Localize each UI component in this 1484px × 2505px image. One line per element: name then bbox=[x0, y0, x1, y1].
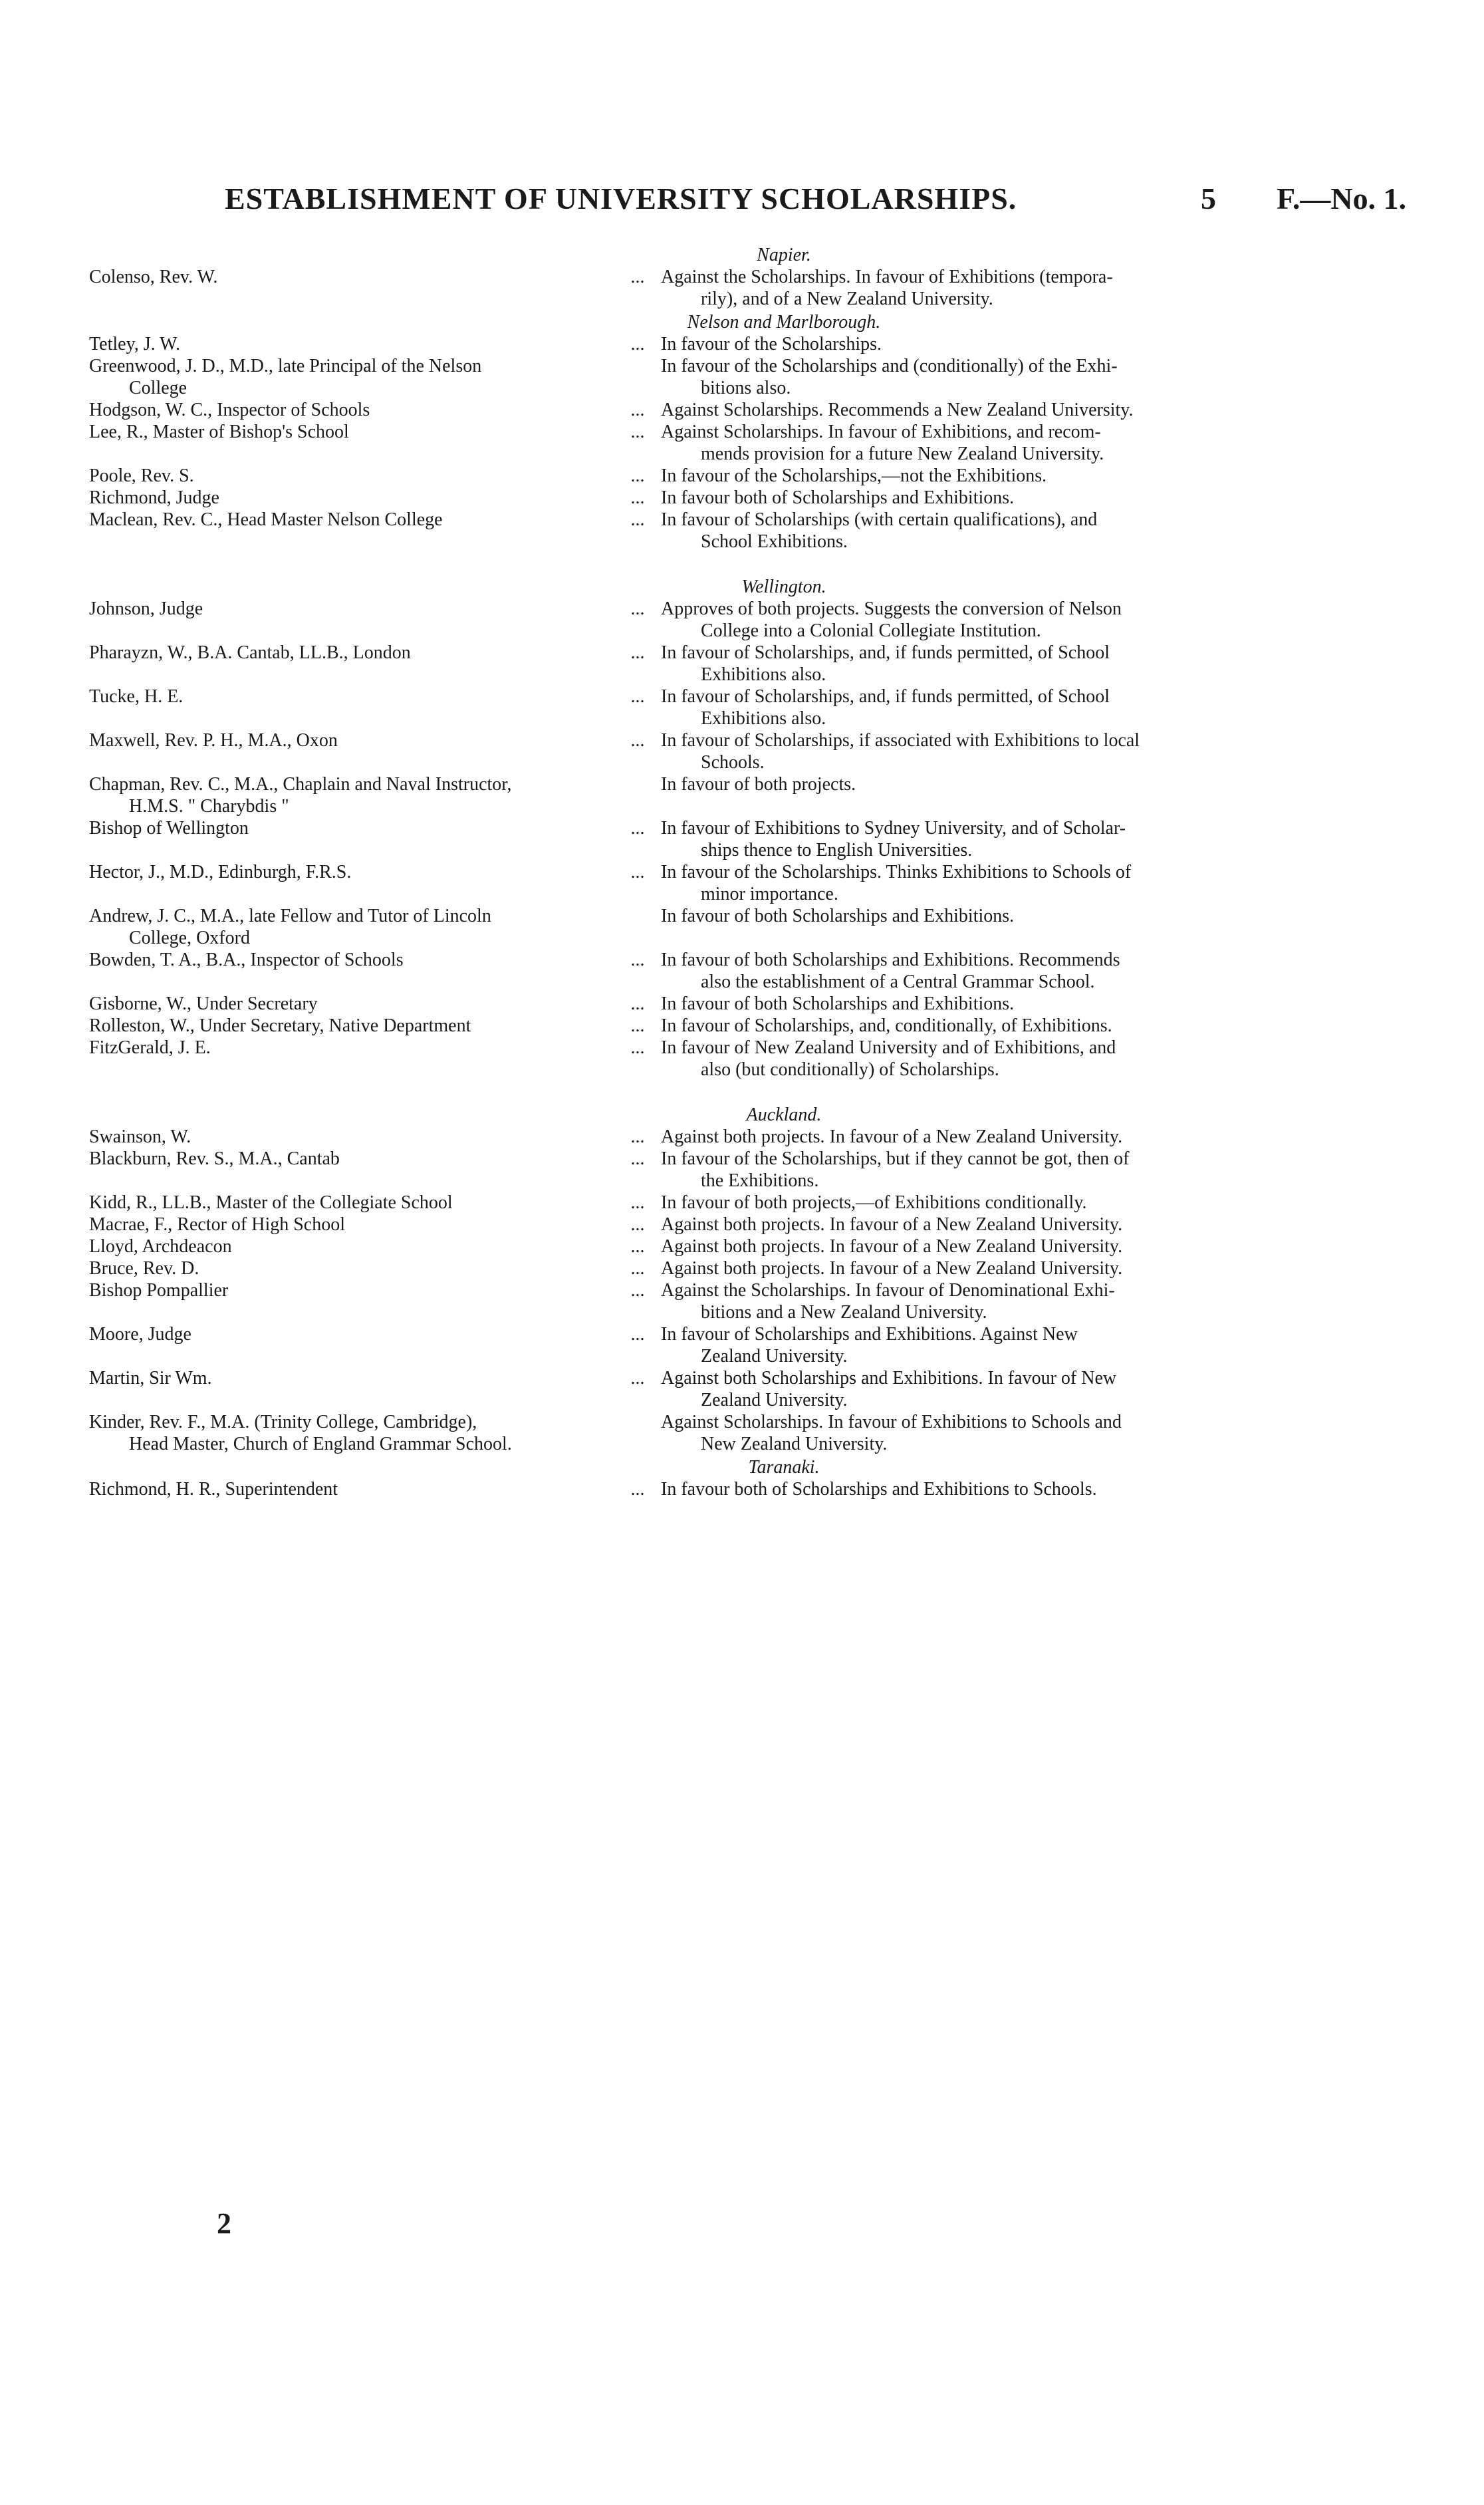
leader-dots: ... bbox=[630, 400, 645, 420]
name-line: Martin, Sir Wm. bbox=[89, 1368, 212, 1388]
name-line: Tucke, H. E. bbox=[89, 686, 184, 707]
leader-dots: ... bbox=[630, 686, 645, 707]
leader-dots: ... bbox=[630, 465, 645, 486]
name-line: Tetley, J. W. bbox=[89, 334, 180, 354]
person-name bbox=[89, 1192, 614, 1214]
opinion-line: In favour of Exhibitions to Sydney University, and of Scholar- bbox=[661, 818, 1126, 839]
opinion-line: In favour of both projects. bbox=[661, 774, 856, 795]
opinion-line: Zealand University. bbox=[701, 1346, 848, 1367]
opinion-line: Schools. bbox=[701, 752, 765, 773]
leader-dots: ... bbox=[630, 334, 645, 354]
name-line: Bruce, Rev. D. bbox=[89, 1258, 199, 1279]
person-name bbox=[89, 1037, 614, 1081]
opinion-line: In favour of both projects,—of Exhibitions conditionally. bbox=[661, 1192, 1087, 1213]
opinion-text bbox=[661, 355, 1226, 399]
opinion-text bbox=[661, 729, 1226, 773]
opinion-line: In favour of the Scholarships. bbox=[661, 334, 882, 354]
person-name bbox=[89, 1478, 614, 1500]
list-item bbox=[89, 1323, 1226, 1367]
page-header bbox=[0, 181, 1484, 227]
opinion-text bbox=[661, 1478, 1226, 1500]
opinion-line: Against both projects. In favour of a New Zealand University. bbox=[661, 1236, 1123, 1257]
opinion-line: In favour of the Scholarships and (conditionally) of the Exhi- bbox=[661, 356, 1118, 376]
name-line: Moore, Judge bbox=[89, 1324, 191, 1345]
opinion-line: In favour of both Scholarships and Exhibitions. Recommends bbox=[661, 950, 1120, 970]
name-line: Maxwell, Rev. P. H., M.A., Oxon bbox=[89, 730, 338, 751]
opinion-text bbox=[661, 333, 1226, 355]
leader-dots: ... bbox=[630, 422, 645, 442]
person-name bbox=[89, 1214, 614, 1236]
leader-dots: ... bbox=[630, 818, 645, 839]
person-name bbox=[89, 1323, 614, 1367]
person-name bbox=[89, 817, 614, 861]
list-item bbox=[89, 861, 1226, 905]
list-item bbox=[89, 642, 1226, 686]
list-item bbox=[89, 1411, 1226, 1455]
name-line: H.M.S. " Charybdis " bbox=[129, 796, 289, 817]
person-name bbox=[89, 266, 614, 310]
opinion-line: Against Scholarships. In favour of Exhibitions to Schools and bbox=[661, 1412, 1122, 1432]
list-item bbox=[89, 817, 1226, 861]
opinion-text bbox=[661, 509, 1226, 553]
leader-dots: ... bbox=[630, 267, 645, 287]
opinion-text bbox=[661, 399, 1226, 421]
opinion-text bbox=[661, 465, 1226, 487]
opinion-text bbox=[661, 598, 1226, 642]
name-line: Andrew, J. C., M.A., late Fellow and Tutor of Lincoln bbox=[89, 906, 491, 926]
list-item bbox=[89, 355, 1226, 399]
opinion-text bbox=[661, 949, 1226, 993]
leader-dots: ... bbox=[630, 1368, 645, 1388]
leader-dots: ... bbox=[630, 862, 645, 882]
person-name bbox=[89, 1411, 614, 1455]
leader-dots: ... bbox=[630, 1015, 645, 1036]
opinion-line: Exhibitions also. bbox=[701, 664, 826, 685]
list-item bbox=[89, 1148, 1226, 1192]
opinion-line: Against Scholarships. Recommends a New Zealand University. bbox=[661, 400, 1134, 420]
opinion-text bbox=[661, 1015, 1226, 1037]
opinion-line: Zealand University. bbox=[701, 1390, 848, 1410]
name-line: Hector, J., M.D., Edinburgh, F.R.S. bbox=[89, 862, 352, 882]
opinion-line: minor importance. bbox=[701, 884, 838, 904]
opinion-line: In favour of Scholarships, and, if funds permitted, of School bbox=[661, 642, 1110, 663]
leader-dots: ... bbox=[630, 1479, 645, 1500]
opinion-line: Against both projects. In favour of a New Zealand University. bbox=[661, 1126, 1123, 1147]
opinion-line: In favour of New Zealand University and of Exhibitions, and bbox=[661, 1037, 1116, 1058]
name-line: Hodgson, W. C., Inspector of Schools bbox=[89, 400, 370, 420]
list-item bbox=[89, 729, 1226, 773]
list-item bbox=[89, 1367, 1226, 1411]
section-title: Auckland. bbox=[746, 1105, 822, 1125]
opinion-text bbox=[661, 1236, 1226, 1257]
opinion-line: In favour of the Scholarships. Thinks Exhibitions to Schools of bbox=[661, 862, 1132, 882]
opinion-line: In favour both of Scholarships and Exhibitions. bbox=[661, 487, 1015, 508]
leader-dots: ... bbox=[630, 730, 645, 751]
leader-dots bbox=[614, 355, 661, 399]
name-line: Gisborne, W., Under Secretary bbox=[89, 993, 318, 1014]
opinion-text bbox=[661, 642, 1226, 686]
person-name bbox=[89, 399, 614, 421]
leader-dots: ... bbox=[630, 598, 645, 619]
leader-dots: ... bbox=[630, 1037, 645, 1058]
name-line: Richmond, H. R., Superintendent bbox=[89, 1479, 338, 1500]
person-name bbox=[89, 421, 614, 465]
opinion-line: Exhibitions also. bbox=[701, 708, 826, 729]
name-line: Lloyd, Archdeacon bbox=[89, 1236, 232, 1257]
person-name bbox=[89, 861, 614, 905]
person-name bbox=[89, 1257, 614, 1279]
list-item bbox=[89, 1015, 1226, 1037]
signature-mark: 2 bbox=[217, 2207, 231, 2240]
opinion-text bbox=[661, 773, 1226, 817]
leader-dots: ... bbox=[630, 1236, 645, 1257]
page-number: 5 bbox=[1201, 182, 1216, 215]
opinion-line: Against both Scholarships and Exhibitions. In favour of New bbox=[661, 1368, 1117, 1388]
name-line: Greenwood, J. D., M.D., late Principal of the Nelson bbox=[89, 356, 482, 376]
list-item bbox=[89, 1214, 1226, 1236]
opinion-line: Approves of both projects. Suggests the conversion of Nelson bbox=[661, 598, 1122, 619]
name-line: FitzGerald, J. E. bbox=[89, 1037, 211, 1058]
person-name bbox=[89, 1126, 614, 1148]
name-line: Kidd, R., LL.B., Master of the Collegiate School bbox=[89, 1192, 453, 1213]
opinion-text bbox=[661, 861, 1226, 905]
name-line: Head Master, Church of England Grammar School. bbox=[129, 1434, 512, 1454]
opinion-line: College into a Colonial Collegiate Institution. bbox=[701, 620, 1041, 641]
document-reference: F.—No. 1. bbox=[1277, 182, 1407, 215]
name-line: Maclean, Rev. C., Head Master Nelson College bbox=[89, 509, 443, 530]
opinion-line: In favour of Scholarships (with certain qualifications), and bbox=[661, 509, 1098, 530]
opinion-text bbox=[661, 1192, 1226, 1214]
opinion-text bbox=[661, 266, 1226, 310]
name-line: Poole, Rev. S. bbox=[89, 465, 194, 486]
list-item bbox=[89, 949, 1226, 993]
opinion-text bbox=[661, 1257, 1226, 1279]
opinion-line: In favour of the Scholarships, but if they cannot be got, then of bbox=[661, 1148, 1130, 1169]
section-title: Napier. bbox=[757, 245, 811, 265]
list-item bbox=[89, 421, 1226, 465]
name-line: Macrae, F., Rector of High School bbox=[89, 1214, 345, 1235]
opinion-line: bitions and a New Zealand University. bbox=[701, 1302, 987, 1323]
opinion-text bbox=[661, 686, 1226, 729]
list-item bbox=[89, 333, 1226, 355]
leader-dots: ... bbox=[630, 1214, 645, 1235]
person-name bbox=[89, 642, 614, 686]
list-item bbox=[89, 487, 1226, 509]
opinion-line: In favour of Scholarships, if associated with Exhibitions to local bbox=[661, 730, 1140, 751]
name-line: Pharayzn, W., B.A. Cantab, LL.B., London bbox=[89, 642, 411, 663]
leader-dots: ... bbox=[630, 1148, 645, 1169]
person-name bbox=[89, 509, 614, 553]
name-line: Chapman, Rev. C., M.A., Chaplain and Naval Instructor, bbox=[89, 774, 512, 795]
leader-dots: ... bbox=[630, 950, 645, 970]
list-item bbox=[89, 399, 1226, 421]
opinion-line: Against the Scholarships. In favour of Exhibitions (tempora- bbox=[661, 267, 1113, 287]
opinion-text bbox=[661, 1323, 1226, 1367]
opinion-line: In favour of both Scholarships and Exhibitions. bbox=[661, 993, 1015, 1014]
person-name bbox=[89, 355, 614, 399]
opinion-line: rily), and of a New Zealand University. bbox=[701, 289, 993, 309]
leader-dots bbox=[614, 1411, 661, 1455]
opinion-line: New Zealand University. bbox=[701, 1434, 888, 1454]
list-item bbox=[89, 905, 1226, 949]
opinion-line: Against the Scholarships. In favour of Denominational Exhi- bbox=[661, 1280, 1115, 1301]
list-item bbox=[89, 509, 1226, 553]
opinion-text bbox=[661, 905, 1226, 949]
leader-dots bbox=[614, 905, 661, 949]
opinion-line: mends provision for a future New Zealand University. bbox=[701, 444, 1104, 464]
opinion-text bbox=[661, 1126, 1226, 1148]
list-item bbox=[89, 1478, 1226, 1500]
opinion-line: also (but conditionally) of Scholarships. bbox=[701, 1059, 999, 1080]
list-item bbox=[89, 598, 1226, 642]
opinion-text bbox=[661, 1214, 1226, 1236]
opinion-text bbox=[661, 993, 1226, 1015]
person-name bbox=[89, 1236, 614, 1257]
person-name bbox=[89, 598, 614, 642]
leader-dots: ... bbox=[630, 1126, 645, 1147]
opinion-text bbox=[661, 1148, 1226, 1192]
name-line: Colenso, Rev. W. bbox=[89, 267, 218, 287]
list-item bbox=[89, 773, 1226, 817]
name-line: College bbox=[129, 378, 187, 398]
list-item bbox=[89, 686, 1226, 729]
list-item bbox=[89, 993, 1226, 1015]
section-title: Wellington. bbox=[741, 577, 826, 597]
list-item bbox=[89, 1037, 1226, 1081]
person-name bbox=[89, 1367, 614, 1411]
opinion-text bbox=[661, 487, 1226, 509]
person-name bbox=[89, 993, 614, 1015]
opinion-line: In favour of Scholarships and Exhibitions. Against New bbox=[661, 1324, 1078, 1345]
person-name bbox=[89, 773, 614, 817]
name-line: College, Oxford bbox=[129, 928, 250, 948]
opinion-line: In favour of the Scholarships,—not the Exhibitions. bbox=[661, 465, 1047, 486]
spacer bbox=[89, 1081, 1226, 1103]
opinion-text bbox=[661, 421, 1226, 465]
opinion-line: ships thence to English Universities. bbox=[701, 840, 973, 860]
opinion-text bbox=[661, 1411, 1226, 1455]
leader-dots: ... bbox=[630, 487, 645, 508]
name-line: Bowden, T. A., B.A., Inspector of Schools bbox=[89, 950, 404, 970]
list-item bbox=[89, 1257, 1226, 1279]
opinion-line: In favour of Scholarships, and, conditionally, of Exhibitions. bbox=[661, 1015, 1112, 1036]
list-item bbox=[89, 1279, 1226, 1323]
name-line: Rolleston, W., Under Secretary, Native Department bbox=[89, 1015, 471, 1036]
opinion-line: Against Scholarships. In favour of Exhibitions, and recom- bbox=[661, 422, 1101, 442]
name-line: Bishop of Wellington bbox=[89, 818, 249, 839]
leader-dots: ... bbox=[630, 509, 645, 530]
leader-dots: ... bbox=[630, 642, 645, 663]
leader-dots: ... bbox=[630, 1280, 645, 1301]
opinion-line: also the establishment of a Central Grammar School. bbox=[701, 972, 1095, 992]
list-item bbox=[89, 266, 1226, 310]
section-title: Taranaki. bbox=[748, 1457, 820, 1478]
opinion-line: Against both projects. In favour of a New Zealand University. bbox=[661, 1258, 1123, 1279]
person-name bbox=[89, 949, 614, 993]
person-name bbox=[89, 1279, 614, 1323]
opinion-text bbox=[661, 1037, 1226, 1081]
name-line: Johnson, Judge bbox=[89, 598, 203, 619]
leader-dots: ... bbox=[630, 1192, 645, 1213]
list-item bbox=[89, 1126, 1226, 1148]
section-title: Nelson and Marlborough. bbox=[687, 312, 881, 332]
list-item bbox=[89, 465, 1226, 487]
name-line: Swainson, W. bbox=[89, 1126, 191, 1147]
person-name bbox=[89, 487, 614, 509]
spacer bbox=[89, 553, 1226, 575]
opinion-line: In favour of both Scholarships and Exhibitions. bbox=[661, 906, 1015, 926]
person-name bbox=[89, 729, 614, 773]
opinion-text bbox=[661, 1279, 1226, 1323]
person-name bbox=[89, 1015, 614, 1037]
person-name bbox=[89, 905, 614, 949]
name-line: Blackburn, Rev. S., M.A., Cantab bbox=[89, 1148, 340, 1169]
list-item bbox=[89, 1236, 1226, 1257]
opinion-line: In favour both of Scholarships and Exhibitions to Schools. bbox=[661, 1479, 1097, 1500]
opinions-list bbox=[89, 243, 1226, 1500]
opinion-line: Against both projects. In favour of a New Zealand University. bbox=[661, 1214, 1123, 1235]
page-title: ESTABLISHMENT OF UNIVERSITY SCHOLARSHIPS. bbox=[225, 182, 1017, 215]
name-line: Lee, R., Master of Bishop's School bbox=[89, 422, 349, 442]
person-name bbox=[89, 1148, 614, 1192]
opinion-line: School Exhibitions. bbox=[701, 531, 848, 552]
opinion-text bbox=[661, 817, 1226, 861]
person-name bbox=[89, 333, 614, 355]
leader-dots: ... bbox=[630, 1324, 645, 1345]
name-line: Kinder, Rev. F., M.A. (Trinity College, Cambridge), bbox=[89, 1412, 477, 1432]
leader-dots: ... bbox=[630, 993, 645, 1014]
opinion-line: bitions also. bbox=[701, 378, 791, 398]
opinion-line: In favour of Scholarships, and, if funds permitted, of School bbox=[661, 686, 1110, 707]
person-name bbox=[89, 465, 614, 487]
opinion-line: the Exhibitions. bbox=[701, 1170, 819, 1191]
name-line: Richmond, Judge bbox=[89, 487, 219, 508]
leader-dots: ... bbox=[630, 1258, 645, 1279]
opinion-text bbox=[661, 1367, 1226, 1411]
name-line: Bishop Pompallier bbox=[89, 1280, 229, 1301]
list-item bbox=[89, 1192, 1226, 1214]
person-name bbox=[89, 686, 614, 729]
leader-dots bbox=[614, 773, 661, 817]
